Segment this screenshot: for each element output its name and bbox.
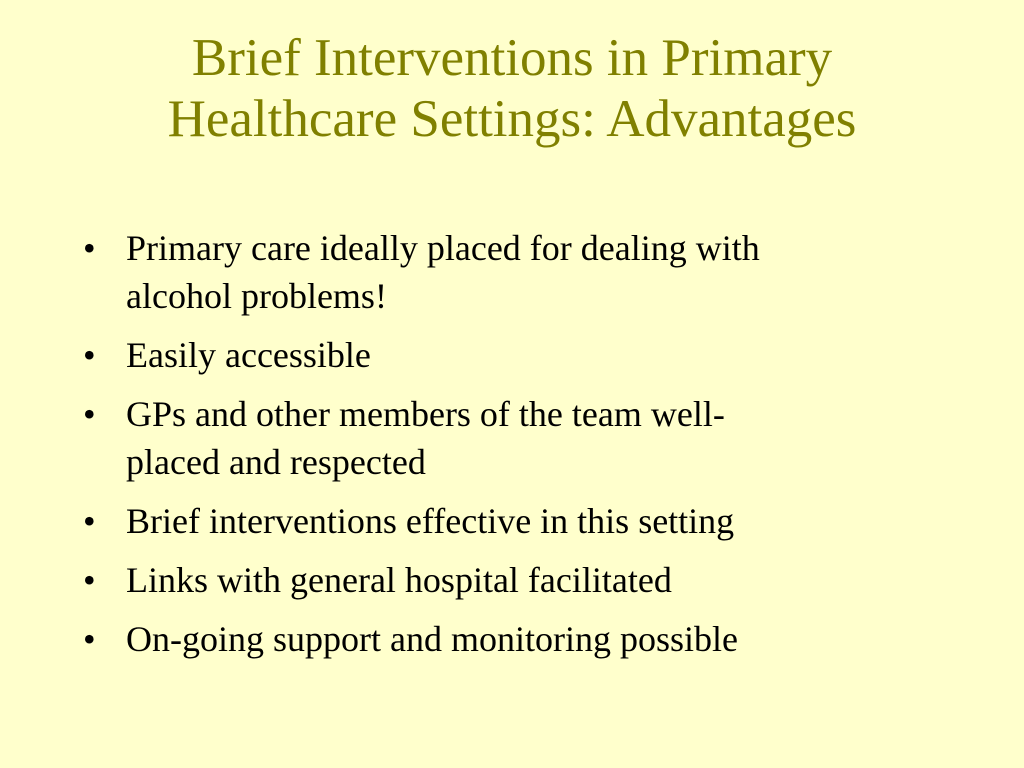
bullet-item-hospital-links	[83, 556, 953, 604]
bullet-line: alcohol problems!	[126, 276, 387, 316]
bullet-point-icon: •	[83, 501, 96, 541]
bullet-line: Easily accessible	[126, 335, 371, 375]
slide-title	[40, 28, 984, 150]
bullet-item-easily-accessible	[83, 331, 953, 379]
slide-title-line-2: Healthcare Settings: Advantages	[167, 90, 857, 148]
bullet-line: Brief interventions effective in this setting	[126, 501, 735, 541]
bullet-point-icon: •	[83, 619, 96, 659]
bullet-point-icon: •	[83, 335, 96, 375]
bullet-line: placed and respected	[126, 442, 426, 482]
slide-title-line-1: Brief Interventions in Primary	[191, 29, 833, 87]
bullet-line: On-going support and monitoring possible	[126, 619, 738, 659]
bullet-item-ongoing-support	[83, 615, 953, 663]
bullet-line: GPs and other members of the team well-	[126, 394, 725, 434]
bullet-item-primary-care	[83, 224, 953, 320]
bullet-item-gps-team	[83, 390, 953, 486]
bullet-line: Links with general hospital facilitated	[126, 560, 672, 600]
bullet-list	[83, 224, 953, 674]
bullet-point-icon: •	[83, 560, 96, 600]
bullet-point-icon: •	[83, 228, 96, 268]
bullet-point-icon: •	[83, 394, 96, 434]
bullet-item-brief-interventions	[83, 497, 953, 545]
bullet-line: Primary care ideally placed for dealing with	[126, 228, 760, 268]
